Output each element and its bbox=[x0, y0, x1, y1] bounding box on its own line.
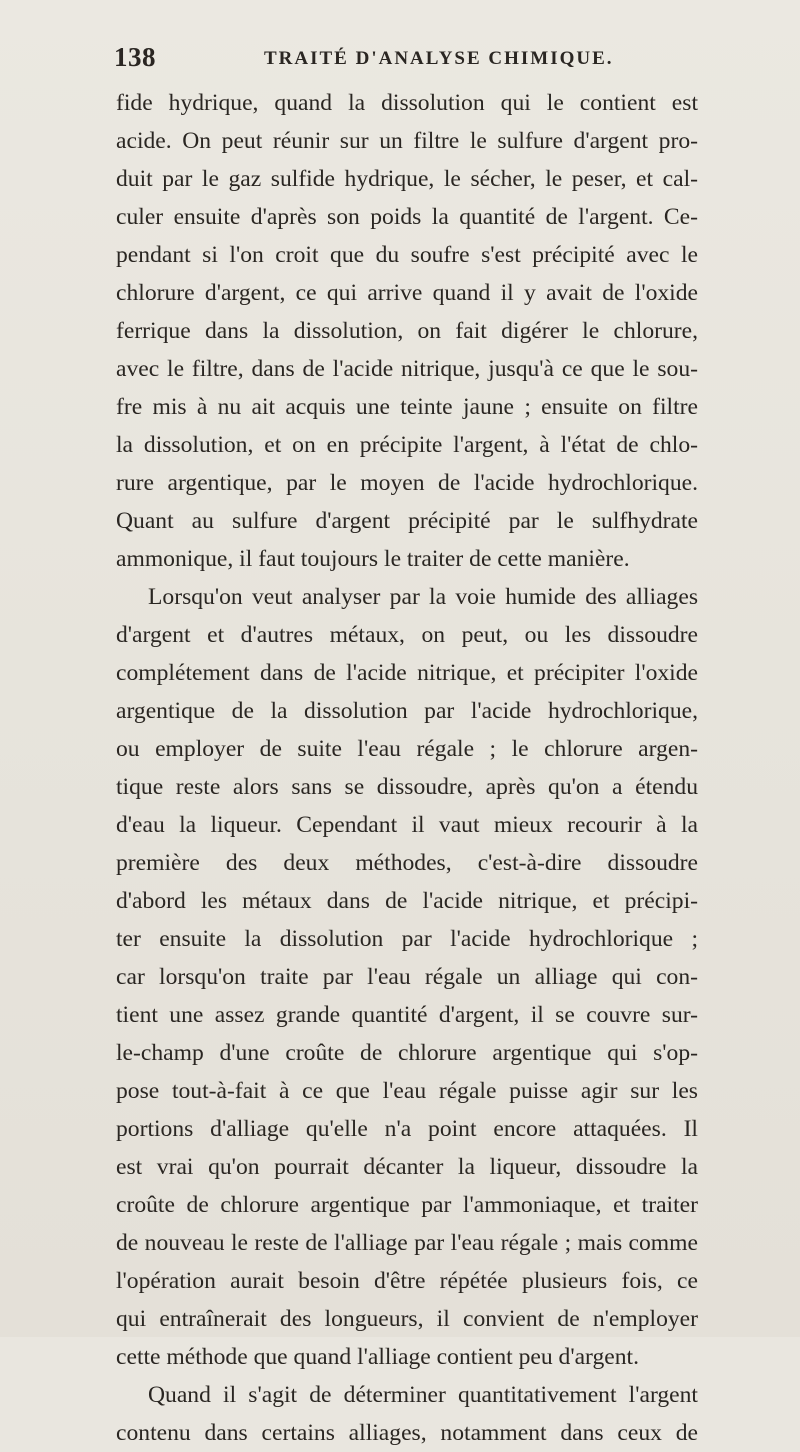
text-line: culer ensuite d'après son poids la quantité de l'argent. Ce- bbox=[116, 204, 698, 230]
text-line: d'eau la liqueur. Cependant il vaut mieux recourir à la bbox=[116, 812, 698, 838]
text-line: pose tout-à-fait à ce que l'eau régale puisse agir sur les bbox=[116, 1078, 698, 1104]
text-line: pendant si l'on croit que du soufre s'est précipité avec le bbox=[116, 242, 698, 268]
text-line: argentique de la dissolution par l'acide hydrochlorique, bbox=[116, 698, 698, 724]
text-line: contenu dans certains alliages, notamment dans ceux de bbox=[116, 1420, 698, 1446]
paragraph-start-line: Quand il s'agit de déterminer quantitativement l'argent bbox=[148, 1382, 698, 1408]
text-line: ammonique, il faut toujours le traiter de cette manière. bbox=[116, 546, 630, 572]
text-line: cette méthode que quand l'alliage contient peu d'argent. bbox=[116, 1344, 640, 1370]
text-line: croûte de chlorure argentique par l'ammoniaque, et traiter bbox=[116, 1192, 698, 1218]
text-line: le-champ d'une croûte de chlorure argentique qui s'op- bbox=[116, 1040, 698, 1066]
text-line: ferrique dans la dissolution, on fait digérer le chlorure, bbox=[116, 318, 698, 344]
text-line: Quant au sulfure d'argent précipité par le sulfhydrate bbox=[116, 508, 698, 534]
text-line: rure argentique, par le moyen de l'acide hydrochlorique. bbox=[116, 470, 698, 496]
text-line: la dissolution, et on en précipite l'argent, à l'état de chlo- bbox=[116, 432, 698, 458]
text-line: l'opération aurait besoin d'être répétée plusieurs fois, ce bbox=[116, 1268, 698, 1294]
text-line: qui entraînerait des longueurs, il convient de n'employer bbox=[116, 1306, 698, 1332]
text-line: acide. On peut réunir sur un filtre le sulfure d'argent pro- bbox=[116, 128, 698, 154]
text-line: avec le filtre, dans de l'acide nitrique, jusqu'à ce que le sou- bbox=[116, 356, 698, 382]
text-line: première des deux méthodes, c'est-à-dire dissoudre bbox=[116, 850, 698, 876]
text-line: complétement dans de l'acide nitrique, et précipiter l'oxide bbox=[116, 660, 698, 686]
paragraph-start-line: Lorsqu'on veut analyser par la voie humide des alliages bbox=[148, 584, 698, 610]
text-line: duit par le gaz sulfide hydrique, le sécher, le peser, et cal- bbox=[116, 166, 698, 192]
text-line: chlorure d'argent, ce qui arrive quand il y avait de l'oxide bbox=[116, 280, 698, 306]
text-line: tique reste alors sans se dissoudre, après qu'on a étendu bbox=[116, 774, 698, 800]
text-line: de nouveau le reste de l'alliage par l'eau régale ; mais comme bbox=[116, 1230, 698, 1256]
text-line: est vrai qu'on pourrait décanter la liqueur, dissoudre la bbox=[116, 1154, 698, 1180]
body-text bbox=[116, 84, 698, 1452]
text-line: ou employer de suite l'eau régale ; le chlorure argen- bbox=[116, 736, 698, 762]
text-line: tient une assez grande quantité d'argent, il se couvre sur- bbox=[116, 1002, 698, 1028]
text-line: d'argent et d'autres métaux, on peut, ou les dissoudre bbox=[116, 622, 698, 648]
text-line: fre mis à nu ait acquis une teinte jaune ; ensuite on filtre bbox=[116, 394, 698, 420]
text-line: portions d'alliage qu'elle n'a point encore attaquées. Il bbox=[116, 1116, 698, 1142]
running-title: TRAITÉ D'ANALYSE CHIMIQUE. bbox=[264, 48, 614, 69]
text-line: fide hydrique, quand la dissolution qui le contient est bbox=[116, 90, 698, 116]
page-header bbox=[114, 42, 714, 82]
page-number: 138 bbox=[114, 42, 156, 72]
text-line: car lorsqu'on traite par l'eau régale un alliage qui con- bbox=[116, 964, 698, 990]
text-line: ter ensuite la dissolution par l'acide hydrochlorique ; bbox=[116, 926, 698, 952]
text-line: d'abord les métaux dans de l'acide nitrique, et précipi- bbox=[116, 888, 698, 914]
